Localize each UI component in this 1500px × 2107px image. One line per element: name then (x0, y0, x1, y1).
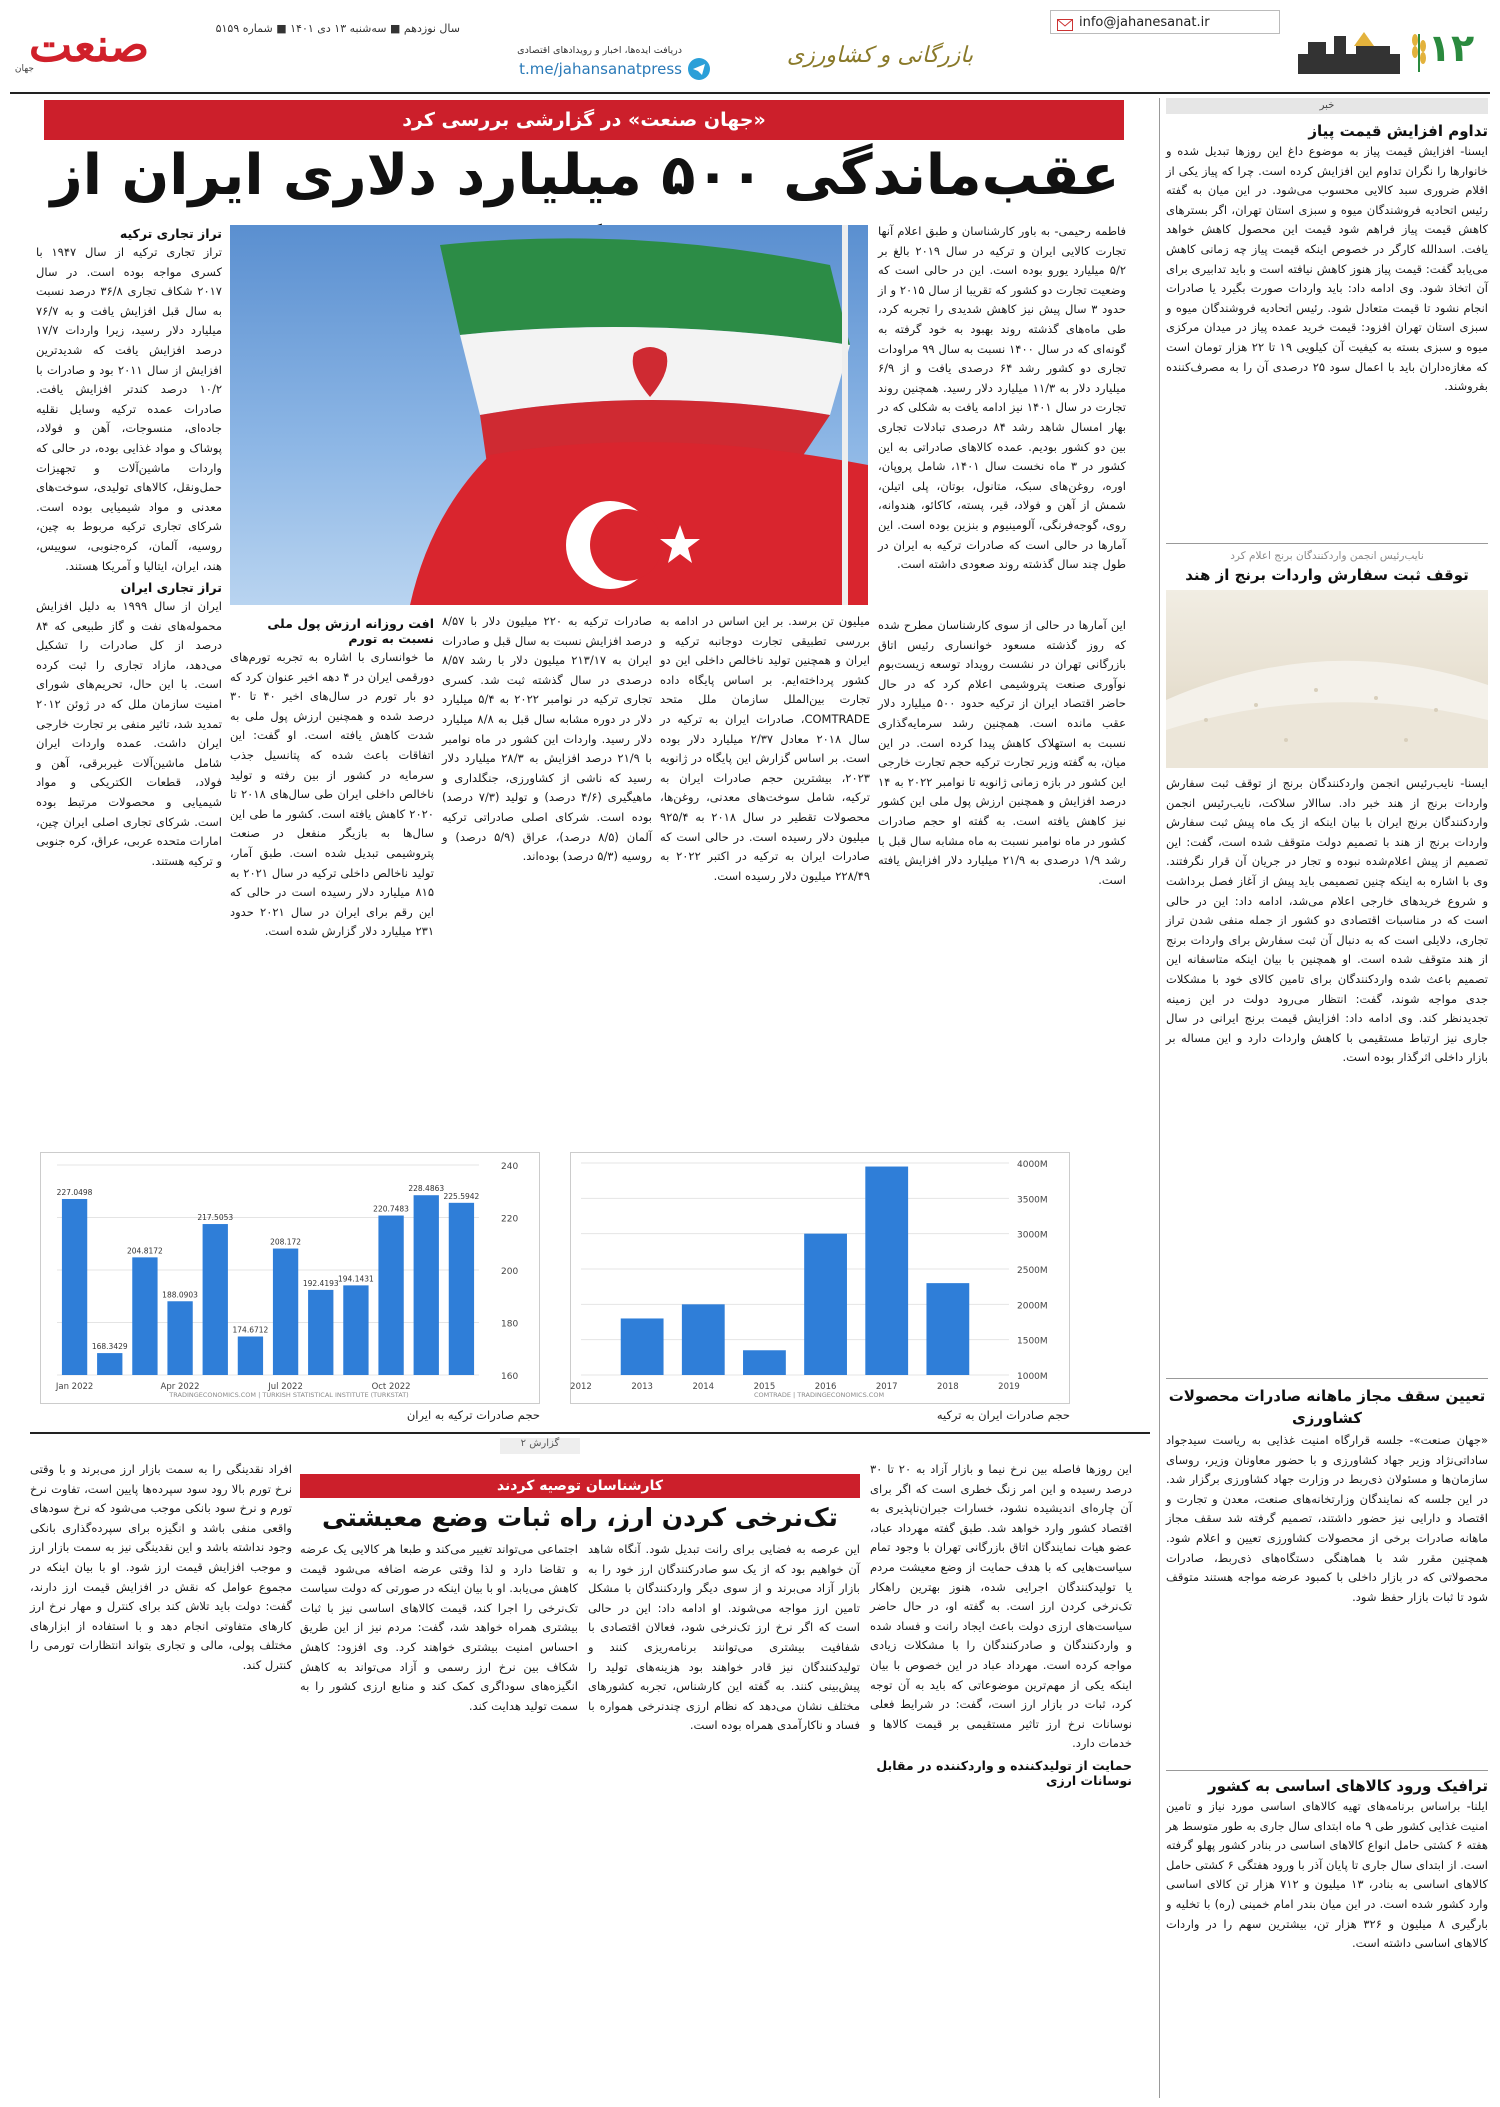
chart-left-value-label: 192.4193 (302, 1278, 339, 1288)
chart-left (40, 1152, 540, 1404)
main-col-c (36, 222, 222, 882)
lower-col-1: میلیون تن برسد. بر این اساس در ادامه به بررسی تطبیقی تجارت دوجانبه ترکیه و ایران و همچنین تولید ناخالص داخلی این دو کشور پرداخته‌ایم. بر اساس پایگاه داده تجارت بین‌الملل سازمان ملل متحد COMTRADE، صادرات ایران به ترکیه در سال ۲۰۱۸ معادل ۲/۳۷ میلیارد دلار بوده است. بر اساس گزارش این پایگاه در ژانویه ۲۰۲۳، بیشترین حجم صادرات ایران به ترکیه، شامل سوخت‌های معدنی، روغن‌ها، محصولات تقطیر در سال ۲۰۱۸ به ۹۲۵/۴ میلیون دلار رسیده است. در حالی است که صادرات ایران به ترکیه در اکتبر ۲۰۲۲ به ۲۲۸/۴۹ میلیون دلار رسیده است. (660, 614, 871, 883)
rice-photo (1166, 590, 1488, 768)
chart-right-bar (804, 1234, 847, 1375)
chart-left-bar (378, 1216, 403, 1375)
story1-title: تداوم افزایش قیمت پیاز (1308, 122, 1488, 140)
chart-right-xtick: 2017 (875, 1382, 898, 1392)
report2-label: گزارش ۲ (500, 1438, 580, 1454)
chart-left-bar (308, 1290, 333, 1375)
report2-col-1 (870, 1460, 1132, 2100)
story2-kicker: نایب‌رئیس انجمن واردکنندگان برنج اعلام کرد (1230, 550, 1424, 562)
chart-left-value-label: 168.3429 (91, 1342, 128, 1352)
chart-left-ytick: 200 (501, 1267, 519, 1277)
col-c2-body: ایران از سال ۱۹۹۹ به دلیل افزایش محموله‌های نفت و گاز طبیعی که ۸۴ درصد از کل صادرات را تشکیل می‌دهد، مازاد تجاری را ثبت کرده است. با این حال، تحریم‌های شورای امنیت سازمان ملل که در ژوئن ۲۰۱۲ تمدید شد، تاثیر منفی بر تجارت خارجی ایران داشت. عمده واردات ایران شامل ماشین‌آلات غیربرقی، آهن و فولاد، قطعات الکتریکی و مواد شیمیایی و محصولات مرتبط بوده است. شرکای تجاری اصلی ایران چین، امارات متحده عربی، عراق، کره جنوبی و ترکیه هستند. (36, 599, 223, 868)
chart-right-footer: COMTRADE | TRADINGECONOMICS.COM (753, 1391, 885, 1399)
col-c2-title: تراز تجاری ایران (120, 580, 222, 596)
sidebar-divider (1166, 543, 1488, 544)
chart-left-bar (238, 1336, 263, 1375)
chart-left-value-label: 194.1431 (338, 1274, 374, 1284)
chart-left-svg (39, 1153, 539, 1405)
chart-right-xtick: 2013 (631, 1382, 653, 1392)
story3-title: تعیین سقف مجاز ماهانه صادرات محصولات کشاورزی (1168, 1387, 1486, 1427)
kicker-bar (44, 100, 1124, 140)
chart-left-bar (132, 1257, 157, 1375)
chart-right-bar (743, 1350, 786, 1375)
chart-right-bar (926, 1283, 969, 1375)
mail-icon (1057, 16, 1073, 28)
report2-col-1-body: این روزها فاصله بین نرخ نیما و بازار آزاد به ۲۰ تا ۳۰ درصد رسیده و این امر زنگ خطری است که اگر برای آن چاره‌ای اندیشیده نشود، خسارات جبران‌ناپذیری به اقتصاد کشور وارد خواهد شد. طبق گفته مهرداد عباد، عضو هیات نمایندگان اتاق بازرگانی تهران با وجود تمام سیاست‌هایی که با هدف حمایت از وضع معیشت مردم یا تولیدکنندگان اجرایی شده، هنوز بهترین راهکار تک‌نرخی کردن ارز است. به گفته او، در حال حاضر سیاست‌های ارزی دولت باعث ایجاد رانت و فساد شده و واردکنندگان و صادرکنندگان را با مشکلات زیادی مواجه کرده است. مهرداد عباد در این خصوص با بیان اینکه یکی از مهم‌ترین موضوعاتی که باید به آن توجه کرد، ثبات در بازار ارز است، گفت: در شرایط فعلی نوسانات نرخ ارز تاثیر مستقیمی بر قیمت کالاها و خدمات دارد. (870, 1462, 1133, 1751)
email-text: info@jahanesanat.ir (1079, 14, 1210, 30)
sidebar-separator (1159, 98, 1160, 2098)
story3-body: «جهان صنعت»- جلسه قرارگاه امنیت غذایی به ریاست سیدجواد ساداتی‌نژاد وزیر جهاد کشاورزی و با حضور معاونان وزیر، روسای سازمان‌ها و مسئولان ذی‌ربط در وزارت جهاد کشاورزی برگزار شد. در این جلسه که نمایندگان وزارتخانه‌های صنعت، معدن و تجارت و اقتصاد و دارایی نیز حضور داشتند، تصمیم گرفته شد سقف مجاز ماهانه صادرات برخی از محصولات کشاورزی تعیین و اعلام شود. همچنین مقرر شد با هماهنگی دستگاه‌های ذی‌ربط، صادرات محصولاتی که در بازار داخلی با کمبود عرضه مواجه هستند متوقف شود تا ثبات بازار حفظ شود. (1166, 1433, 1488, 1604)
chart-left-bar (273, 1249, 298, 1375)
main-headline: عقب‌ماندگی ۵۰۰ میلیارد دلاری ایران از (50, 143, 1120, 208)
email-bar[interactable] (1050, 10, 1280, 34)
chart-left-ytick: 180 (501, 1319, 519, 1330)
report2-kicker: کارشناسان توصیه کردند (496, 1478, 664, 1494)
issue-info: سال نوزدهم ■ سه‌شنبه ۱۳ دی ۱۴۰۱ ■ شماره ۵۱۵۹ (215, 22, 460, 35)
chart-left-xtick: Oct 2022 (371, 1382, 411, 1392)
logo-text: صنعت (28, 18, 150, 72)
telegram-handle: t.me/jahansanatpress (519, 60, 682, 78)
chart-right-ytick: 1000M (1017, 1372, 1048, 1382)
report2-col-3: اجتماعی می‌تواند تغییر می‌کند و طبعا هر کالایی یک عرضه و تقاضا دارد و لذا وقتی عرضه اضافه می‌شود قیمت کاهش می‌یابد. او با بیان اینکه در صورتی که دولت سیاست تک‌نرخی را اجرا کند، قیمت کالاهای اساسی نیز با ثبات بیشتری همراه خواهد شد، گفت: مردم نیز از این طریق احساس امنیت بیشتری خواهند کرد. وی افزود: کاهش شکاف بین نرخ ارز رسمی و آزاد می‌تواند به کاهش انگیزه‌های سوداگری کمک کند و منابع ارزی کشور را به سمت تولید هدایت کند. (300, 1542, 578, 1713)
chart-right-ytick: 2000M (1017, 1301, 1048, 1312)
chart-left-caption: حجم صادرات ترکیه به ایران (406, 1408, 540, 1422)
lower-col-2: صادرات ترکیه به ۲۲۰ میلیون دلار با ۸/۵۷ درصد افزایش نسبت به سال قبل و صادرات ایران به ۲۱۳/۱۷ میلیون دلار با رشد ۸/۵۷ درصدی در سال گذشته ثبت شد. کسری تجاری ترکیه در نوامبر ۲۰۲۲ به ۵/۴ میلیارد دلار در دوره مشابه سال قبل به ۸/۸ میلیارد دلار رسید. واردات این کشور در ماه نوامبر با ۲۱/۹ درصد افزایش به ۲۸/۳ میلیارد دلار رسید که ناشی از کشاورزی، جنگلداری و ماهیگیری (۴/۶ درصد) و تولید (۷/۳ درصد) بوده است. شرکای اصلی صادراتی ترکیه آلمان (۸/۵ درصد)، عراق (۵/۹ درصد) و روسیه (۵/۳ درصد) بوده‌اند. (442, 614, 653, 864)
report2-kicker-bar (300, 1474, 860, 1498)
kicker-text: «جهان صنعت» در گزارشی بررسی کرد (402, 109, 766, 131)
wheat-icon (1408, 28, 1430, 72)
chart-left-bar (449, 1203, 474, 1375)
chart-left-value-label: 217.5053 (197, 1213, 234, 1223)
story4-title: ترافیک ورود کالاهای اساسی به کشور (1207, 1777, 1488, 1795)
col-c-title: تراز تجاری ترکیه (119, 226, 222, 241)
chart-right-ytick: 3000M (1017, 1230, 1048, 1241)
report2-col-2: این عرصه به فضایی برای رانت تبدیل شود. آنگاه شاهد آن خواهیم بود که از یک سو صادرکنندگان ارز خود را به بازار آزاد می‌برند و از سوی دیگر واردکنندگان با مشکل تامین ارز مواجه می‌شوند. او ادامه داد: این در حالی است که اگر نرخ ارز تک‌نرخی شود، فعالان اقتصادی با شفافیت بیشتری می‌توانند برنامه‌ریزی کنند و تولیدکنندگان نیز قادر خواهند بود هزینه‌های تولید را پیش‌بینی کنند. به گفته این کارشناس، تجربه کشورهای مختلف نشان می‌دهد که نظام ارزی چندنرخی همواره با فساد و ناکارآمدی همراه بوده است. (588, 1542, 860, 1733)
chart-left-ytick: 160 (501, 1372, 519, 1382)
chart-right-caption: حجم صادرات ایران به ترکیه (936, 1408, 1070, 1422)
chart-right (570, 1152, 1070, 1404)
chart-right-xtick: 2014 (692, 1382, 715, 1392)
main-col-b: این آمارها در حالی از سوی کارشناسان مطرح شده که روز گذشته مسعود خوانساری رئیس اتاق بازرگانی تهران در نشست رویداد توسعه زیست‌بوم نوآوری صنعت پتروشیمی اعلام کرد که در حال حاضر اقتصاد ایران از ترکیه حدود ۵۰۰ میلیارد دلار عقب مانده است. همچنین رشد سرمایه‌گذاری نسبت به استهلاک کاهش پیدا کرده است. در این میان، به گفته وزیر تجارت ترکیه حجم تجارت خارجی این کشور در بازه زمانی ژانویه تا نوامبر ۲۰۲۲ به ۱۴ درصد افزایش و همچنین ارزش پول ملی این کشور نیز کاهش یافته است. به گفته او حجم صادرات کشور در ماه نوامبر نسبت به ماه مشابه سال قبل با رشد ۱/۹ درصدی به ۲۱/۹ میلیارد دلار افزایش یافته است. (878, 618, 1126, 887)
section-rule (30, 1432, 1150, 1434)
chart-right-ytick: 3500M (1017, 1195, 1048, 1206)
page-header (0, 0, 1500, 92)
story2-title: توقف ثبت سفارش واردات برنج از هند (1185, 566, 1469, 584)
chart-left-value-label: 220.7483 (373, 1204, 409, 1214)
section-title: بازرگانی و کشاورزی (786, 43, 974, 68)
chart-left-xtick: Jan 2022 (55, 1382, 94, 1392)
chart-right-ytick: 1500M (1017, 1336, 1048, 1347)
report2-col-1-sub: حمایت از تولیدکننده و واردکننده در مقابل نوسانات ارزی (876, 1757, 1132, 1788)
chart-left-value-label: 228.4863 (408, 1184, 445, 1194)
chart-left-value-label: 174.6712 (232, 1325, 269, 1335)
chart-right-xtick: 2012 (570, 1382, 592, 1392)
telegram-box[interactable] (470, 44, 710, 84)
chart-right-xtick: 2016 (814, 1382, 837, 1392)
chart-left-bar (97, 1353, 122, 1375)
section-logo-icon (1294, 26, 1404, 78)
header-rule (10, 92, 1490, 94)
chart-left-ytick: 220 (501, 1214, 519, 1225)
lower-col-3 (230, 612, 434, 1152)
right-sidebar (1166, 98, 1488, 2098)
chart-right-ytick: 2500M (1017, 1266, 1048, 1276)
sidebar-label: خبر (1166, 98, 1488, 114)
chart-left-bar (414, 1195, 439, 1375)
story1-body: ایسنا- افزایش قیمت پیاز به موضوع داغ این روزها تبدیل شده و خانوارها را نگران تداوم این افزایش کرده است. چرا که پیاز یکی از اقلام ضروری سبد کالایی محسوب می‌شود. در این میان به گفته رئیس اتحادیه فروشندگان میوه و سبزی استان تهران، اگر بسترهای کاهش قیمت پیاز فراهم شود قیمت این محصول کاهش خواهد یافت. اسدالله کارگر در خصوص اینکه قیمت پیاز چه زمانی کاهش می‌یابد گفت: قیمت پیاز هنوز کاهش نیافته است و باید تدابیری برای آن اتخاذ شود. وی ادامه داد: باید واردات صورت بگیرد یا صادرات انجام نشود تا قیمت متعادل شود. رئیس اتحادیه فروشندگان میوه و سبزی استان تهران افزود: قیمت خرید عمده پیاز در میدان مرکزی میوه و سبزی بسته به کیفیت آن کیلویی ۱۹ تا ۲۲ هزار تومان است که مغازه‌داران باید با اعمال سود ۲۵ درصدی آن را به مصرف‌کننده بفروشند. (1166, 144, 1489, 394)
newspaper-logo (14, 20, 164, 82)
story2-body: ایسنا- نایب‌رئیس انجمن واردکنندگان برنج از توقف ثبت سفارش واردات برنج از هند خبر داد. ساالار سلاکت، نایب‌رئیس انجمن واردکنندگان برنج ایران با بیان اینکه از یک ماه پیش ثبت سفارش واردات برنج از هند با تصمیم دولت متوقف شده است، گفت: این تصمیم از پیش اعلام‌شده نبوده و تجار در جریان آن قرار نگرفتند. وی با اشاره به اینکه چنین تصمیمی باید پیش از آغاز فصل برداشت و شروع خریدهای خارجی اعلام می‌شد، ادامه داد: این در حالی است که در مناسبات اقتصادی دو کشور از جمله منفی شدن تراز تجاری، دلایلی است که به دنبال آن ثبت سفارش برای واردات برنج از هند متوقف شده است. او همچنین با بیان اینکه متاسفانه این تصمیم باعث شده واردکنندگان برای تامین کالای خود با مشکلات جدی مواجه شوند، گفت: انتظار می‌رود دولت در این زمینه تجدیدنظر کند. وی ادامه داد: افزایش قیمت برنج ایرانی در سال جاری نیز ارتباط مستقیمی با کاهش واردات دارد و این مساله بر بازار داخلی اثرگذار بوده است. (1166, 776, 1488, 1065)
chart-left-value-label: 227.0498 (56, 1187, 93, 1197)
flags-photo (230, 225, 868, 605)
chart-right-xtick: 2019 (998, 1382, 1020, 1392)
lower-col-3-body: ما خوانساری با اشاره به تجربه تورم‌های دورقمی ایران در ۴ دهه اخیر عنوان کرد که دو بار تورم در سال‌های اخیر ۴۰ تا ۳۰ درصد شده و همچنین ارزش پول ملی به شدت کاهش یافته است. او گفت: این اتفاقات باعث شده که پتانسیل جذب سرمایه در کشور از بین رفته و تولید ناخالص داخلی ایران طی سال‌های ۲۰۱۸ تا ۲۰۲۰ کاهش یافته است. کشور ما طی این سال‌ها به بازیگر منفعل در صنعت پتروشیمی تبدیل شده است. طبق آمار، تولید ناخالص داخلی ترکیه در سال ۲۰۲۱ به ۸۱۵ میلیارد دلار رسیده است در حالی که این رقم برای ایران در سال ۲۰۲۱ حدود ۲۳۱ میلیارد دلار گزارش شده است. (230, 650, 435, 939)
sidebar-divider-2 (1166, 1378, 1488, 1379)
report2-col-4: افراد نقدینگی را به سمت بازار ارز می‌برند و با وقتی نرخ تورم بالا رود سود سپرده‌ها پایین است، تفاوت نرخ تورم و نرخ سود بانکی موجب می‌شود که نرخ سودهای واقعی منفی باشد و انگیزه برای سپرده‌گذاری بانکی وجود نداشته باشد و این نقدینگی نیز به سمت بازار ارز و موجب افزایش قیمت ارز شود. او با بیان اینکه در مجموع عوامل که نقش در افزایش قیمت ارز دارند، گفت: دولت باید تلاش کند برای کنترل و مهار نرخ ارز کارهای متفاوتی انجام دهد و با استفاده از ابزارهای مختلف پولی، مالی و تجاری بتواند انتظارات تورمی را کنترل کند. (30, 1462, 292, 1672)
report2-headline: تک‌نرخی کردن ارز، راه ثبات وضع معیشتی (322, 1503, 838, 1532)
chart-right-bar (621, 1318, 664, 1375)
chart-right-svg (569, 1153, 1069, 1405)
chart-left-xtick: Jul 2022 (268, 1382, 303, 1392)
chart-right-bar (865, 1167, 908, 1375)
story4-body: ایلنا- براساس برنامه‌های تهیه کالاهای اساسی مورد نیاز و تامین امنیت غذایی کشور طی ۹ ماه ابتدای سال جاری به طور متوسط هر هفته ۶ کشتی حامل انواع کالاهای اساسی در بنادر کشور پهلو گرفته است. از ابتدای سال جاری تا پایان آذر با ورود هفتگی ۶ کشتی حامل کالاهای اساسی به بنادر، ۱۳ میلیون و ۷۱۲ هزار تن کالای اساسی وارد کشور شده است. در این میان بندر امام خمینی (ره) با تخلیه و بارگیری ۸ میلیون و ۳۲۶ هزار تن، بیشترین سهم را در واردات کالاهای اساسی داشته است. (1166, 1799, 1488, 1951)
chart-left-ytick: 240 (501, 1162, 519, 1172)
page-number-text: ۱۲ (1427, 26, 1475, 70)
chart-left-value-label: 204.8172 (127, 1246, 163, 1256)
chart-left-value-label: 208.172 (270, 1237, 302, 1247)
chart-left-value-label: 188.0903 (162, 1290, 198, 1300)
col-c-body: تراز تجاری ترکیه از سال ۱۹۴۷ با کسری مواجه بوده است. در سال ۲۰۱۷ شکاف تجاری ۳۶/۸ درصد نسبت به سال قبل افزایش یافت و به ۷۶/۷ میلیارد دلار رسید، زیرا واردات ۱۷/۷ درصد افزایش یافت که شدیدترین افزایش از سال ۲۰۱۱ بود و صادرات با ۱۰/۲ درصد کندتر افزایش یافت. صادرات عمده ترکیه وسایل نقلیه جاده‌ای، منسوجات، آهن و فولاد، پوشاک و مواد غذایی بوده، در حالی که واردات ماشین‌آلات و تجهیزات حمل‌ونقل، کالاهای تولیدی، سوخت‌های معدنی و مواد شیمیایی بوده است. شرکای تجاری ترکیه مربوط به چین، روسیه، آلمان، کره‌جنوبی، سوییس، هند، ایران، ایتالیا و آمریکا هستند. (36, 245, 222, 573)
chart-left-footer: TRADINGECONOMICS.COM | TURKISH STATISTICAL INSTITUTE (TURKSTAT) (169, 1391, 409, 1399)
main-col-a: فاطمه رحیمی- به باور کارشناسان و طبق اعلام آنها تجارت کالایی ایران و ترکیه در سال ۲۰۱۹ بالغ بر ۵/۲ میلیارد یورو بوده است. این در حالی است که وضعیت تجارت دو کشور که تقریبا از سال ۲۰۱۵ و از حدود ۳ سال پیش نیز کاهش شدیدی را تجربه کرد، طی ماه‌های گذشته روند بهبود به خود گرفته به گونه‌ای که در سال ۱۴۰۰ نسبت به سال ۹۹ مراودات تجاری دو کشور رشد ۶۴ درصدی یافت و از ۶/۹ میلیارد دلار به ۱۱/۳ میلیارد دلار رسید. همچنین روند تجارت در سال ۱۴۰۱ نیز ادامه یافت به شکلی که در بهار امسال شاهد رشد ۸۴ درصدی تبادلات تجاری بین دو کشور بودیم. عمده کالاهای صادراتی به این کشور در ۳ ماه نخست سال ۱۴۰۱، شامل پروپان، اوره، روغن‌های سبک، متانول، بوتان، پلی اتیلن، شمش از آهن و فولاد، قیر، پسته، کاکائو، هندوانه، روی، گوجه‌فرنگی، آلومینیوم و بنزین بوده است. این آمارها در حالی است که صادرات ترکیه به ایران در طول چند سال گذشته روند صعودی داشته است. (878, 224, 1127, 572)
logo-small: جهان (14, 64, 34, 74)
chart-right-xtick: 2018 (937, 1382, 959, 1392)
chart-right-xtick: 2015 (753, 1382, 776, 1392)
chart-left-bar (167, 1301, 192, 1375)
chart-left-xtick: Apr 2022 (160, 1382, 200, 1392)
chart-left-bar (343, 1285, 368, 1375)
sidebar-divider-3 (1166, 1770, 1488, 1771)
telegram-icon (688, 58, 710, 80)
chart-left-bar (62, 1199, 87, 1375)
telegram-note: دریافت ایده‌ها، اخبار و رویدادهای اقتصادی (517, 45, 682, 56)
chart-left-value-label: 225.5942 (443, 1191, 480, 1201)
chart-left-bar (203, 1224, 228, 1375)
lower-col-3-title: افت روزانه ارزش پول ملی نسبت به تورم (267, 616, 434, 646)
chart-right-bar (682, 1304, 725, 1375)
chart-right-ytick: 4000M (1017, 1160, 1048, 1170)
